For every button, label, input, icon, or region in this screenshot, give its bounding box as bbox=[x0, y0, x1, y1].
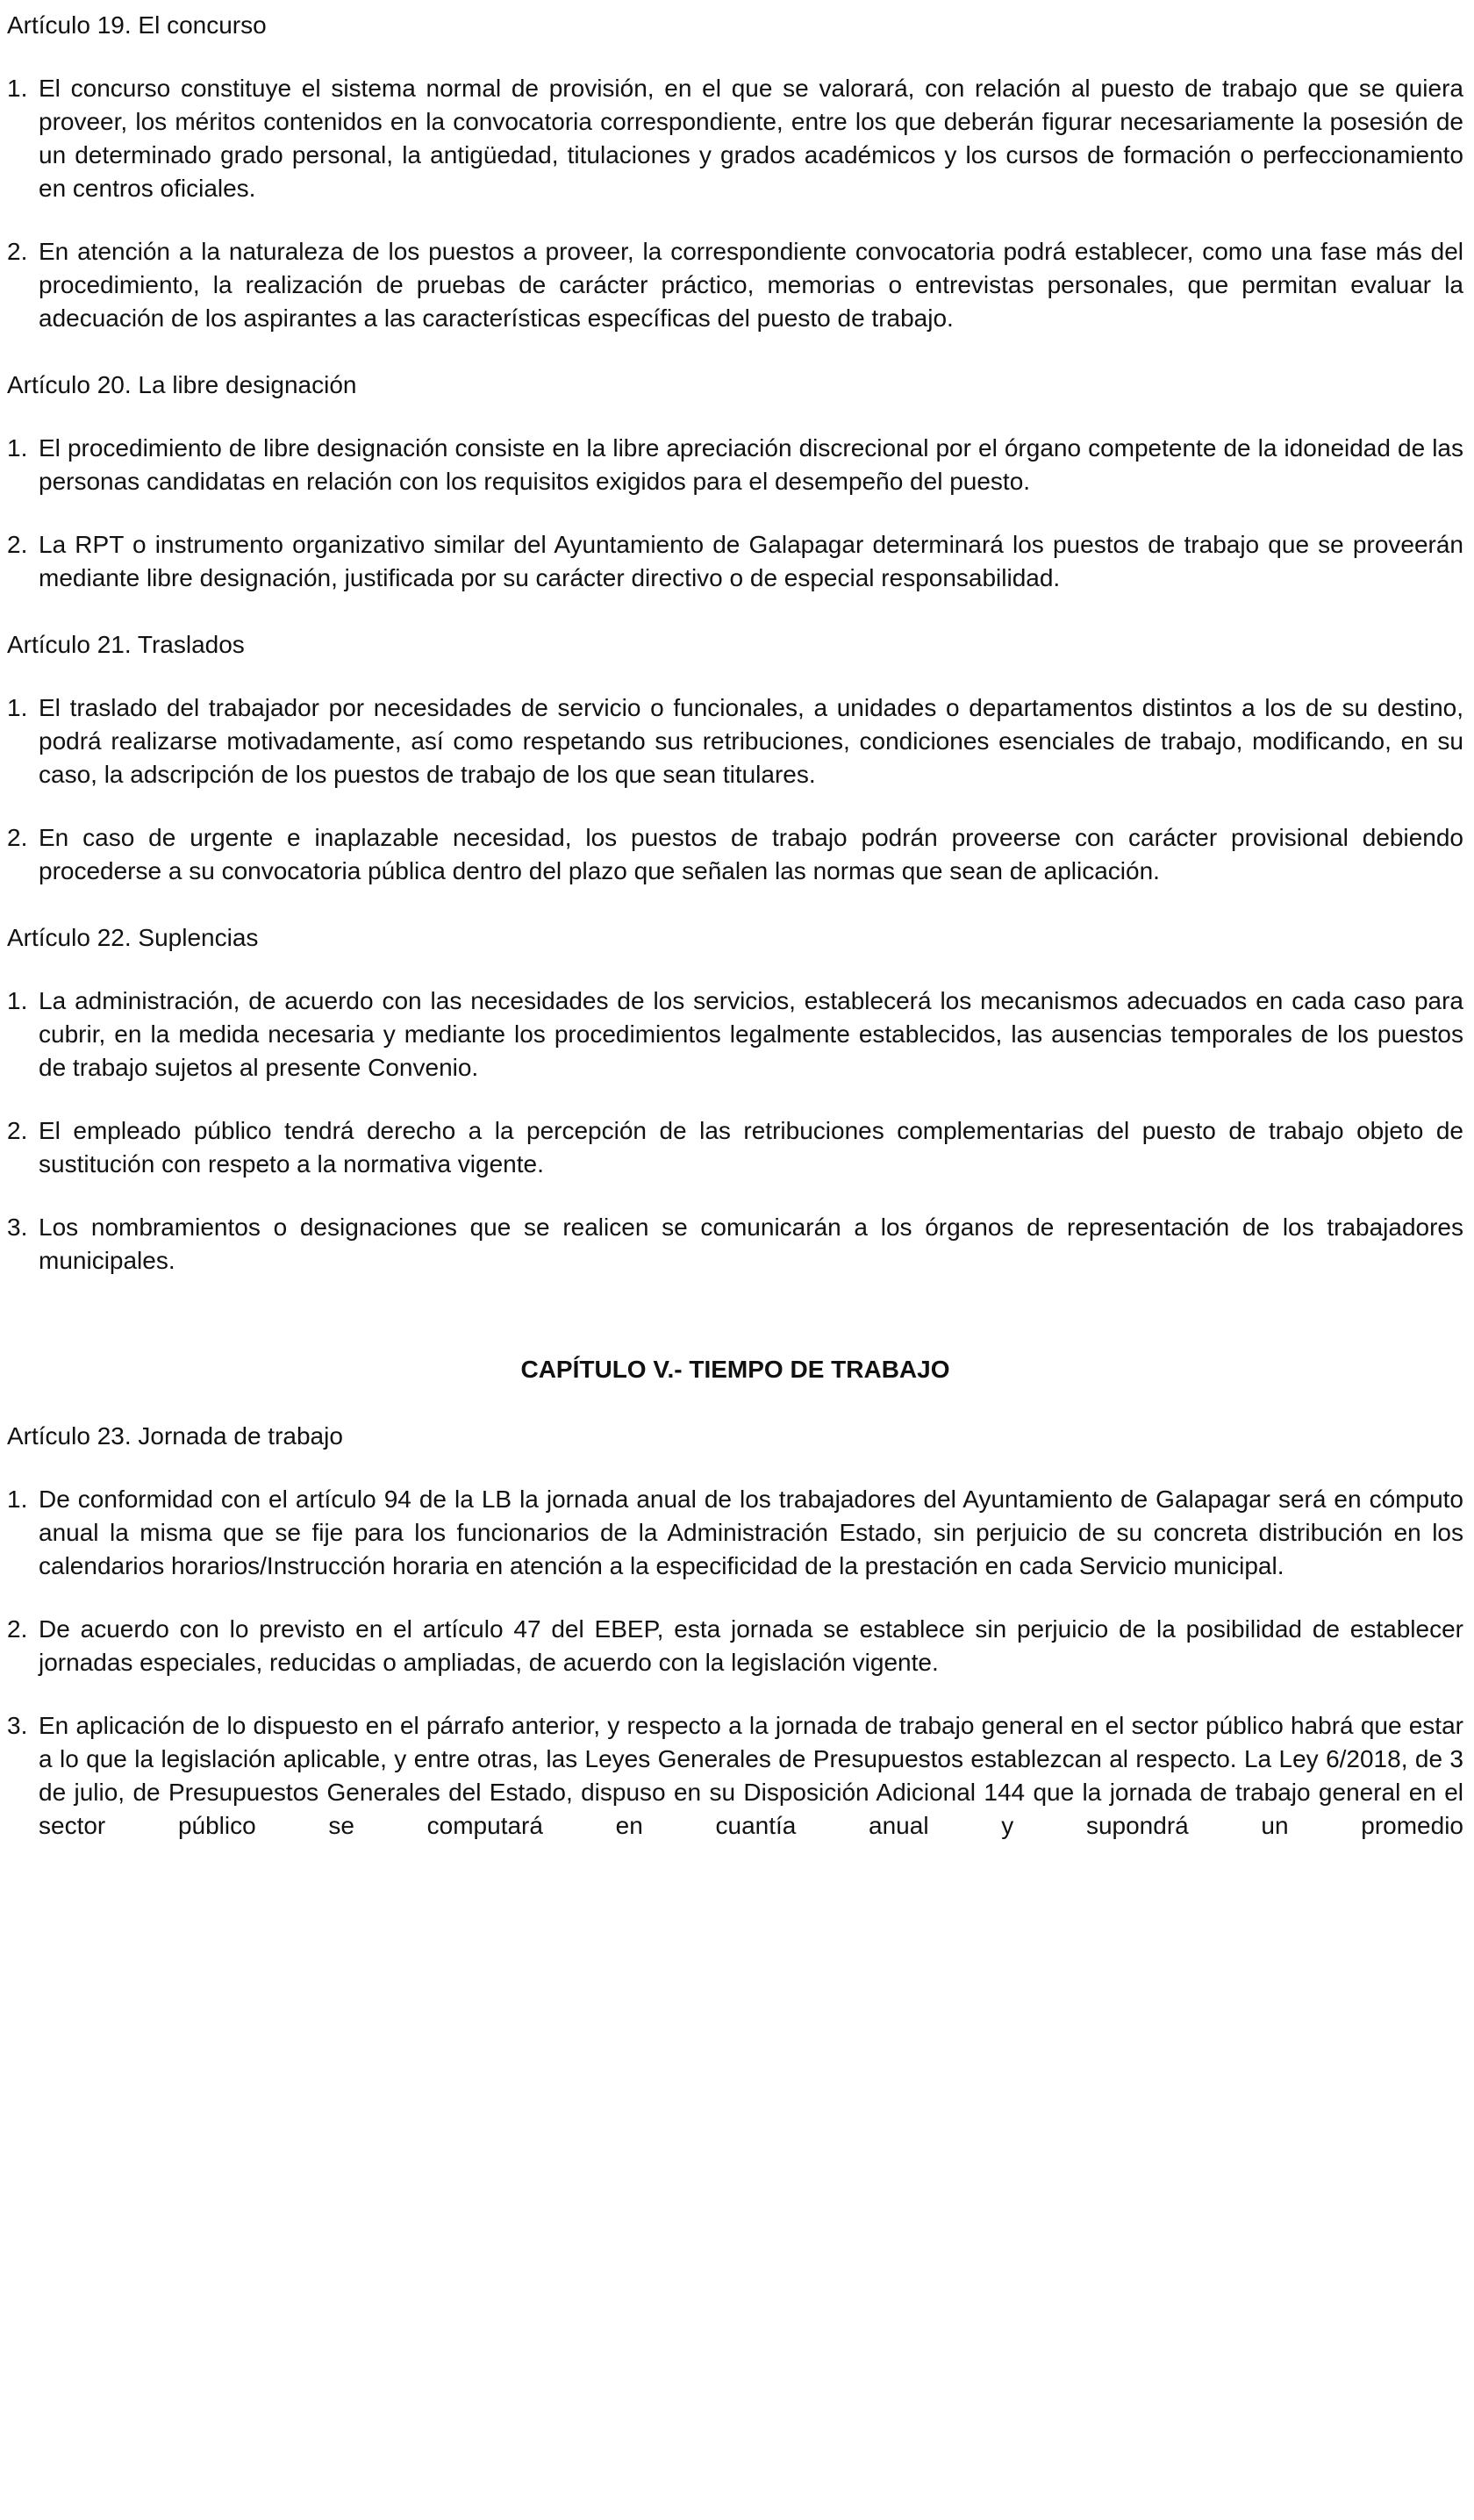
list-item bbox=[7, 432, 1463, 498]
list-item bbox=[7, 1483, 1463, 1583]
list-item bbox=[7, 821, 1463, 888]
item-text: Los nombramientos o designaciones que se realicen se comunicarán a los órganos de representación de los trabajadores municipales. bbox=[39, 1213, 1463, 1274]
item-number: 2. bbox=[7, 1615, 28, 1643]
item-text: De acuerdo con lo previsto en el artículo 47 del EBEP, esta jornada se establece sin perjuicio de la posibilidad de establecer jornadas especiales, reducidas o ampliadas, de acuerdo con la legislación vigente. bbox=[39, 1615, 1463, 1676]
article-section-19 bbox=[7, 9, 1463, 335]
article-section-23 bbox=[7, 1420, 1463, 1843]
item-number: 1. bbox=[7, 694, 28, 721]
item-text: En caso de urgente e inaplazable necesidad, los puestos de trabajo podrán proveerse con carácter provisional debiendo procederse a su convocatoria pública dentro del plazo que señalen las normas que sean de aplicación. bbox=[39, 824, 1463, 884]
article-heading: Artículo 20. La libre designación bbox=[7, 371, 357, 398]
article-heading: Artículo 19. El concurso bbox=[7, 11, 267, 39]
list-item bbox=[7, 984, 1463, 1085]
list-item bbox=[7, 1211, 1463, 1278]
list-item bbox=[7, 1709, 1463, 1843]
item-number: 3. bbox=[7, 1213, 28, 1241]
list-item bbox=[7, 528, 1463, 595]
item-number: 1. bbox=[7, 434, 28, 462]
list-item bbox=[7, 1114, 1463, 1181]
item-text: La administración, de acuerdo con las necesidades de los servicios, establecerá los mecanismos adecuados en cada caso para cubrir, en la medida necesaria y mediante los procedimientos legalmente establecidos, las ausencias temporales de los puestos de trabajo sujetos al presente Convenio. bbox=[39, 987, 1463, 1081]
item-text: La RPT o instrumento organizativo similar del Ayuntamiento de Galapagar determinará los puestos de trabajo que se proveerán mediante libre designación, justificada por su carácter directivo o de especial responsabilidad. bbox=[39, 531, 1463, 591]
list-item bbox=[7, 1613, 1463, 1679]
item-text: El traslado del trabajador por necesidades de servicio o funcionales, a unidades o departamentos distintos a los de su destino, podrá realizarse motivadamente, así como respetando sus retribuciones, condiciones esenciales de trabajo, modificando, en su caso, la adscripción de los puestos de trabajo de los que sean titulares. bbox=[39, 694, 1463, 788]
item-text: En atención a la naturaleza de los puestos a proveer, la correspondiente convocatoria podrá establecer, como una fase más del procedimiento, la realización de pruebas de carácter práctico, memorias o entrevistas personales, que permitan evaluar la adecuación de los aspirantes a las características específicas del puesto de trabajo. bbox=[39, 238, 1463, 332]
item-number: 2. bbox=[7, 824, 28, 851]
item-text: El procedimiento de libre designación consiste en la libre apreciación discrecional por el órgano competente de la idoneidad de las personas candidatas en relación con los requisitos exigidos para el desempeño del puesto. bbox=[39, 434, 1463, 495]
item-text: En aplicación de lo dispuesto en el párrafo anterior, y respecto a la jornada de trabajo general en el sector público habrá que estar a lo que la legislación aplicable, y entre otras, las Leyes Generales de Presupuestos establezcan al respecto. La Ley 6/2018, de 3 de julio, de Presupuestos Generales del Estado, dispuso en su Disposición Adicional 144 que la jornada de trabajo general en el sector público se computará en cuantía anual y supondrá un promedio bbox=[39, 1712, 1463, 1839]
article-section-21 bbox=[7, 628, 1463, 888]
item-number: 3. bbox=[7, 1712, 28, 1739]
list-item bbox=[7, 235, 1463, 335]
item-number: 2. bbox=[7, 1117, 28, 1144]
article-section-20 bbox=[7, 369, 1463, 595]
chapter-heading: CAPÍTULO V.- TIEMPO DE TRABAJO bbox=[520, 1356, 950, 1383]
item-text: De conformidad con el artículo 94 de la LB la jornada anual de los trabajadores del Ayuntamiento de Galapagar será en cómputo anual la misma que se fije para los funcionarios de la Administración Estado, sin perjuicio de su concreta distribución en los calendarios horarios/Instrucción horaria en atención a la especificidad de la prestación en cada Servicio municipal. bbox=[39, 1486, 1463, 1579]
item-number: 2. bbox=[7, 238, 28, 265]
article-section-22 bbox=[7, 921, 1463, 1278]
item-number: 2. bbox=[7, 531, 28, 558]
item-number: 1. bbox=[7, 1486, 28, 1513]
item-text: El empleado público tendrá derecho a la percepción de las retribuciones complementarias del puesto de trabajo objeto de sustitución con respeto a la normativa vigente. bbox=[39, 1117, 1463, 1178]
article-heading: Artículo 21. Traslados bbox=[7, 631, 245, 658]
item-number: 1. bbox=[7, 987, 28, 1014]
list-item bbox=[7, 72, 1463, 205]
article-heading: Artículo 23. Jornada de trabajo bbox=[7, 1422, 343, 1450]
article-heading: Artículo 22. Suplencias bbox=[7, 924, 259, 951]
item-text: El concurso constituye el sistema normal de provisión, en el que se valorará, con relación al puesto de trabajo que se quiera proveer, los méritos contenidos en la convocatoria correspondiente, entre los que deberán figurar necesariamente la posesión de un determinado grado personal, la antigüedad, titulaciones y grados académicos y los cursos de formación o perfeccionamiento en centros oficiales. bbox=[39, 75, 1463, 202]
item-number: 1. bbox=[7, 75, 28, 102]
list-item bbox=[7, 691, 1463, 791]
